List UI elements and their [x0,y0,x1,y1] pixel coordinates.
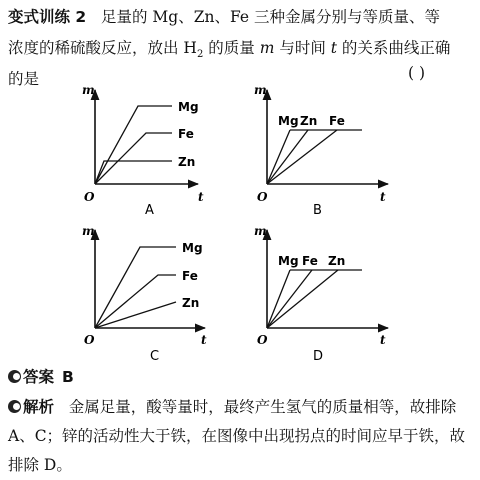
analysis [8,393,476,480]
label-fe: Fe [329,114,345,128]
question-text-1: 足量的 Mg、Zn、Fe 三种金属分别与等质量、等 [100,8,440,26]
caption-a: A [145,203,154,218]
label-zn: Zn [182,296,200,310]
caption-b: B [313,203,322,218]
x-axis-label: t [198,190,204,204]
label-fe: Fe [302,254,318,268]
answer-line [8,365,74,387]
origin-label: O [84,333,95,347]
y-axis-label: m [254,83,267,97]
subscript-2: 2 [196,49,204,61]
analysis-text: 金属足量，酸等量时，最终产生氢气的质量相等，故排除 A、C；锌的活动性大于铁，在图像中出现拐点的时间应早于铁，故排除 D。 [8,398,466,474]
curve-mg [95,247,176,328]
origin-label: O [84,190,95,204]
question-text-2c: 与时间 [274,39,331,57]
label-fe: Fe [178,127,194,141]
caption-c: C [150,349,160,364]
question-line-2 [8,33,450,64]
question-line-1 [8,2,450,33]
graph-a [82,83,204,218]
y-axis-label: m [82,224,95,238]
var-m: m [259,39,275,57]
curve-fe [95,133,172,184]
question-line-3: 的是 [8,70,40,88]
question-text-2b: 的质量 [203,39,260,57]
analysis-label: 解析 [23,398,55,416]
question-heading: 变式训练 2 [8,8,87,26]
curve-fe [95,275,176,328]
answer-value: B [62,368,74,386]
graph-c [82,224,207,364]
var-t: t [330,39,337,57]
label-zn: Zn [178,155,196,169]
x-axis-label: t [201,333,207,347]
label-zn: Zn [328,254,346,268]
question-text-2d: 的关系曲线正确 [336,39,451,57]
label-mg: Mg [278,254,299,268]
x-axis-label: t [380,333,386,347]
graph-b [254,83,388,218]
y-axis-label: m [82,83,95,97]
label-fe: Fe [182,269,198,283]
graph-d [254,224,388,364]
caption-d: D [313,349,324,364]
x-axis-label: t [380,190,386,204]
curve-zn [267,270,338,328]
curve-fe [267,270,312,328]
origin-label: O [257,333,268,347]
answer-blank: ( ) [408,64,426,82]
label-zn: Zn [300,114,318,128]
origin-label: O [257,190,268,204]
graphs-figure [0,80,480,365]
label-mg: Mg [278,114,299,128]
label-mg: Mg [178,100,199,114]
answer-label: 答案 [23,368,55,386]
y-axis-label: m [254,224,267,238]
question-text-2a: 浓度的稀硫酸反应，放出 H [8,39,197,57]
analysis-bullet-icon [8,400,21,413]
answer-bullet-icon [8,370,21,383]
label-mg: Mg [182,241,203,255]
